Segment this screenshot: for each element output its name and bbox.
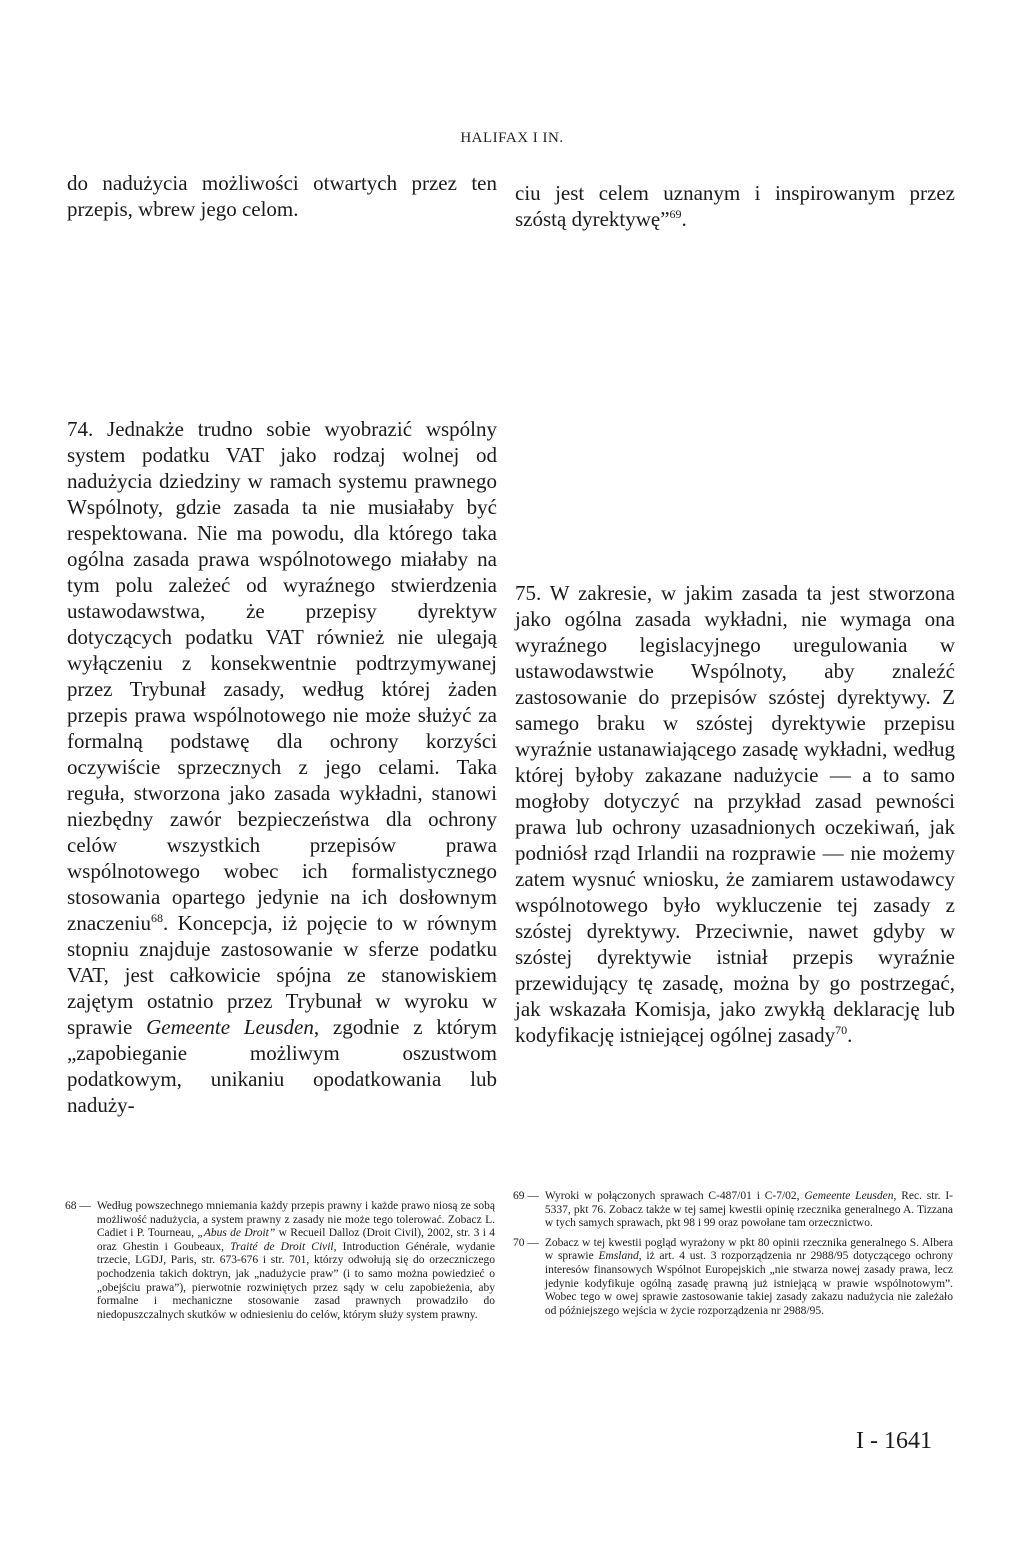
- paragraph-74: [67, 416, 497, 1118]
- continuation-text-body: ciu jest celem uznanym i inspirowanym przez szóstą dyrektywę”: [515, 181, 955, 231]
- paragraph-74-part2: . Koncepcja, iż pojęcie to w równym stopniu znajduje zastosowanie w sferze podatku VAT, jest całkowicie spójna ze stanowiskiem zajętym ostatnio przez Trybunał w wyroku w sprawie: [67, 911, 497, 1039]
- footnote-70: [513, 1237, 953, 1319]
- footnote-ref-69[interactable]: 69: [669, 207, 682, 221]
- footnotes-right: [513, 1190, 953, 1318]
- footnote-text-part: , Rec. str. I-5337, pkt 76. Zobacz także w tej samej kwestii opinię rzecznika generalnego A. Tizzana w tych samych sprawach, pkt 98 i 99 oraz powołane tam orzecznictwo.: [544, 1190, 953, 1230]
- paragraph-continuation-right: [515, 180, 955, 232]
- footnote-68: [65, 1200, 495, 1322]
- continuation-text: [515, 180, 955, 232]
- footnote-text: [545, 1237, 953, 1319]
- footnote-italic: Gemeente Leusden: [804, 1190, 894, 1202]
- paragraph-74-part3: , zgodnie z którym „zapobieganie możliwym oszustwom podatkowym, unikaniu opodatkowania lub naduży-: [67, 1015, 497, 1117]
- paragraph-74-part1: 74. Jednakże trudno sobie wyobrazić wspólny system podatku VAT jako rodzaj wolnej od nadużycia dziedziny w ramach systemu prawnego Wspólnoty, gdzie zasada ta nie musiałaby być respektowana. Nie ma powodu, dla którego taka ogólna zasada prawa wspólnotowego miałaby na tym polu zależeć od wyraźnego stwierdzenia ustawodawstwa, że przepisy dyrektyw dotyczących podatku VAT również nie ulegają wyłączeniu z konsekwentnie podtrzymywanej przez Trybunał zasady, według której żaden przepis prawa wspólnotowego nie może służyć za formalną podstawę dla ochrony korzyści oczywiście sprzecznych z jego celami. Taka reguła, stworzona jako zasada wykładni, stanowi niezbędny zawór bezpieczeństwa dla ochrony celów wszystkich przepisów prawa wspólnotowego wobec ich formalistycznego stosowania opartego jedynie na ich dosłownym znaczeniu: [67, 417, 497, 935]
- footnote-text-part: , iż art. 4 ust. 3 rozporządzenia nr 2988/95 dotyczącego ochrony interesów finansowych Wspólnot Europejskich „nie stwarza nowej zasady prawa, lecz jedynie kodyfikuje ogólną zasadę prawną już istniejącą w prawie wspólnotowym”. Wobec tego w owej sprawie zastosowanie takiej zasady zakazu nadużycia nie zależało od późniejszego wejścia w życie rozporządzenia nr 2988/95.: [544, 1250, 953, 1317]
- footnote-number: 70 —: [513, 1236, 539, 1249]
- footnote-69: [513, 1190, 953, 1231]
- footnote-text: [545, 1190, 953, 1231]
- continuation-text: do nadużycia możliwości otwartych przez ten przepis, wbrew jego celom.: [67, 171, 497, 221]
- footnote-italic: Emsland: [598, 1250, 639, 1263]
- paragraph-75: [515, 580, 955, 1048]
- paragraph-continuation-left: [67, 170, 497, 222]
- footnote-text-part: w Recueil Dalloz (Droit Civil), 2002, str. 3 i 4 oraz Ghestin i Goubeaux,: [96, 1227, 495, 1253]
- paragraph-75-part1: 75. W zakresie, w jakim zasada ta jest stworzona jako ogólna zasada wykładni, nie wymaga ona wyraźnego legislacyjnego uregulowania w ustawodawstwie Wspólnoty, aby znaleźć zastosowanie do przepisów szóstej dyrektywy. Z samego braku w szóstej dyrektywie przepisu wyraźnie ustanawiającego zasadę wykładni, według której byłoby zakazane nadużycie — a to samo mogłoby dotyczyć na przykład zasad pewności prawa lub ochrony uzasadnionych oczekiwań, jak podniósł rząd Irlandii na rozprawie — nie możemy zatem wysnuć wniosku, że zamiarem ustawodawcy wspólnotowego było wykluczenie tej zasady z szóstej dyrektywy. Przeciwnie, nawet gdyby w szóstej dyrektywie istniał przepis wyraźnie przewidujący tę zasadę, można by go postrzegać, jak wskazała Komisja, jako zwykłą deklarację lub kodyfikację istniejącej ogólnej zasady: [515, 581, 955, 1047]
- footnote-ref-70[interactable]: 70: [835, 1023, 848, 1037]
- footnote-italic: Traité de Droit Civil: [230, 1240, 334, 1253]
- page-number: I - 1641: [856, 1428, 932, 1454]
- footnote-number: 69 —: [513, 1190, 539, 1202]
- footnotes-left: [65, 1200, 495, 1322]
- footnote-text-part: , Introduction Générale, wydanie trzecie, LGDJ, Paris, str. 673-676 i str. 701, którzy odwołują się do orzeczniczego pochodzenia takich doktryn, jak „nadużycie praw” (i to samo można powiedzieć o „obejściu prawa”), pierwotnie rozwiniętych przez sądy w celu zapobieżenia, aby formalne i mechaniczne stosowanie zasad prawnych prowadziło do niedopuszczalnych skutków w odniesieniu do celów, którym służy system prawny.: [96, 1240, 495, 1321]
- footnote-italic: „Abus de Droit”: [197, 1227, 276, 1240]
- footnote-text-part: Według powszechnego mniemania każdy przepis prawny i każde prawo niosą ze sobą możliwość nadużycia, a system prawny z zasady nie może tego tolerować. Zobacz L. Cadiet i P. Tourneau,: [96, 1200, 495, 1240]
- running-header: HALIFAX I IN.: [460, 130, 564, 146]
- footnote-number: 68 —: [65, 1200, 91, 1212]
- footnote-text-part: Zobacz w tej kwestii pogląd wyrażony w pkt 80 opinii rzecznika generalnego S. Albera w sprawie: [544, 1236, 953, 1263]
- paragraph-75-end: .: [847, 1023, 853, 1047]
- paragraph-74-text: [67, 416, 497, 1118]
- paragraph-75-text: [515, 580, 955, 1048]
- footnote-ref-68[interactable]: 68: [150, 911, 163, 925]
- footnote-text: [97, 1200, 495, 1322]
- case-name: Gemeente Leusden: [146, 1015, 314, 1039]
- continuation-text-end: .: [681, 207, 687, 231]
- footnote-text-part: Wyroki w połączonych sprawach C-487/01 i C-7/02,: [544, 1190, 805, 1202]
